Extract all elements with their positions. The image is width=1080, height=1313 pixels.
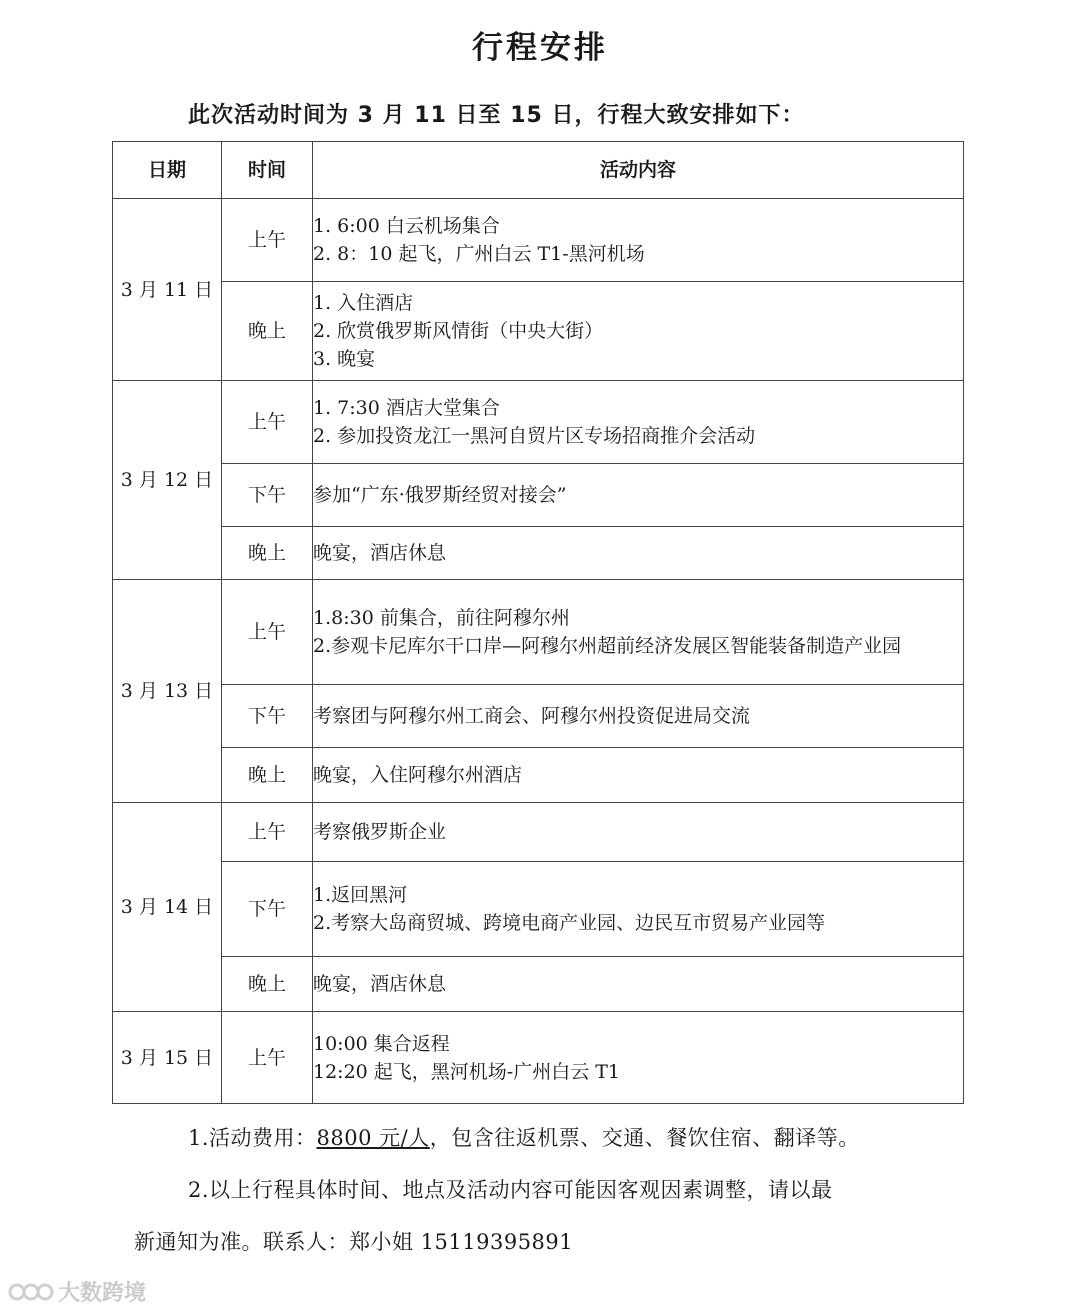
time-cell: 上午	[222, 381, 313, 464]
time-cell: 下午	[222, 862, 313, 957]
table-header-row	[113, 142, 964, 199]
time-cell: 上午	[222, 1012, 313, 1104]
activity-line: 3. 晚宴	[313, 348, 376, 370]
activity-line: 1.返回黑河	[313, 884, 408, 906]
schedule-table	[112, 141, 964, 1104]
content-cell	[313, 381, 964, 464]
time-cell: 晚上	[222, 748, 313, 803]
table-row	[113, 803, 964, 862]
fee-suffix: ，包含往返机票、交通、餐饮住宿、翻译等。	[429, 1126, 860, 1150]
activity-line: 晚宴，酒店休息	[313, 542, 447, 564]
table-row	[113, 957, 964, 1012]
time-cell: 晚上	[222, 957, 313, 1012]
date-cell: 3 月 12 日	[113, 381, 222, 580]
fee-note	[188, 1122, 860, 1152]
table-row	[113, 862, 964, 957]
content-cell	[313, 957, 964, 1012]
adjust-note-line2: 新通知为准。联系人：郑小姐 15119395891	[134, 1230, 574, 1254]
date-cell: 3 月 13 日	[113, 580, 222, 803]
content-cell	[313, 803, 964, 862]
adjust-note-line1: 2.以上行程具体时间、地点及活动内容可能因客观因素调整，请以最	[188, 1178, 833, 1202]
intro-text: 此次活动时间为 3 月 11 日至 15 日，行程大致安排如下：	[188, 103, 805, 128]
activity-line: 1. 7:30 酒店大堂集合	[313, 397, 500, 419]
content-cell	[313, 1012, 964, 1104]
table-row	[113, 748, 964, 803]
activity-line: 1. 入住酒店	[313, 292, 414, 314]
content-cell	[313, 580, 964, 685]
activity-line: 2. 8：10 起飞，广州白云 T1-黑河机场	[313, 243, 645, 265]
table-row	[113, 199, 964, 282]
activity-line: 2. 欣赏俄罗斯风情街（中央大街）	[313, 320, 604, 342]
time-cell: 下午	[222, 464, 313, 527]
activity-line: 10:00 集合返程	[313, 1032, 450, 1055]
content-cell	[313, 282, 964, 381]
watermark-text: 大数跨境	[58, 1281, 147, 1306]
table-row	[113, 464, 964, 527]
activity-line: 考察团与阿穆尔州工商会、阿穆尔州投资促进局交流	[313, 705, 751, 727]
table-row	[113, 282, 964, 381]
time-cell: 上午	[222, 580, 313, 685]
activity-line: 考察俄罗斯企业	[313, 821, 447, 843]
content-cell	[313, 685, 964, 748]
time-cell: 下午	[222, 685, 313, 748]
date-cell: 3 月 14 日	[113, 803, 222, 1012]
activity-line: 1.8:30 前集合，前往阿穆尔州	[313, 607, 570, 629]
table-row	[113, 580, 964, 685]
activity-line: 2. 参加投资龙江一黑河自贸片区专场招商推介会活动	[313, 425, 756, 447]
table-row	[113, 527, 964, 580]
activity-line: 12:20 起飞，黑河机场-广州白云 T1	[313, 1060, 621, 1083]
activity-line: 晚宴，酒店休息	[313, 973, 447, 995]
header-date: 日期	[113, 142, 222, 199]
header-content: 活动内容	[313, 142, 964, 199]
content-cell	[313, 748, 964, 803]
page-title: 行程安排	[472, 30, 608, 66]
activity-line: 晚宴，入住阿穆尔州酒店	[313, 764, 523, 786]
table-row	[113, 1012, 964, 1104]
activity-line: 2.参观卡尼库尔干口岸—阿穆尔州超前经济发展区智能装备制造产业园	[313, 635, 902, 657]
activity-line: 参加“广东·俄罗斯经贸对接会”	[313, 484, 567, 506]
activity-line: 2.考察大岛商贸城、跨境电商产业园、边民互市贸易产业园等	[313, 912, 826, 934]
content-cell	[313, 527, 964, 580]
fee-amount: 8800 元/人	[316, 1126, 430, 1150]
table-row	[113, 685, 964, 748]
time-cell: 晚上	[222, 282, 313, 381]
content-cell	[313, 862, 964, 957]
activity-line: 1. 6:00 白云机场集合	[313, 215, 500, 237]
watermark	[8, 1276, 146, 1307]
schedule-body	[113, 199, 964, 1104]
header-time: 时间	[222, 142, 313, 199]
date-cell: 3 月 15 日	[113, 1012, 222, 1104]
fee-prefix: 1.活动费用：	[188, 1126, 317, 1150]
watermark-logo-icon	[8, 1279, 54, 1305]
date-cell: 3 月 11 日	[113, 199, 222, 381]
time-cell: 上午	[222, 803, 313, 862]
time-cell: 晚上	[222, 527, 313, 580]
content-cell	[313, 464, 964, 527]
table-row	[113, 381, 964, 464]
content-cell	[313, 199, 964, 282]
time-cell: 上午	[222, 199, 313, 282]
